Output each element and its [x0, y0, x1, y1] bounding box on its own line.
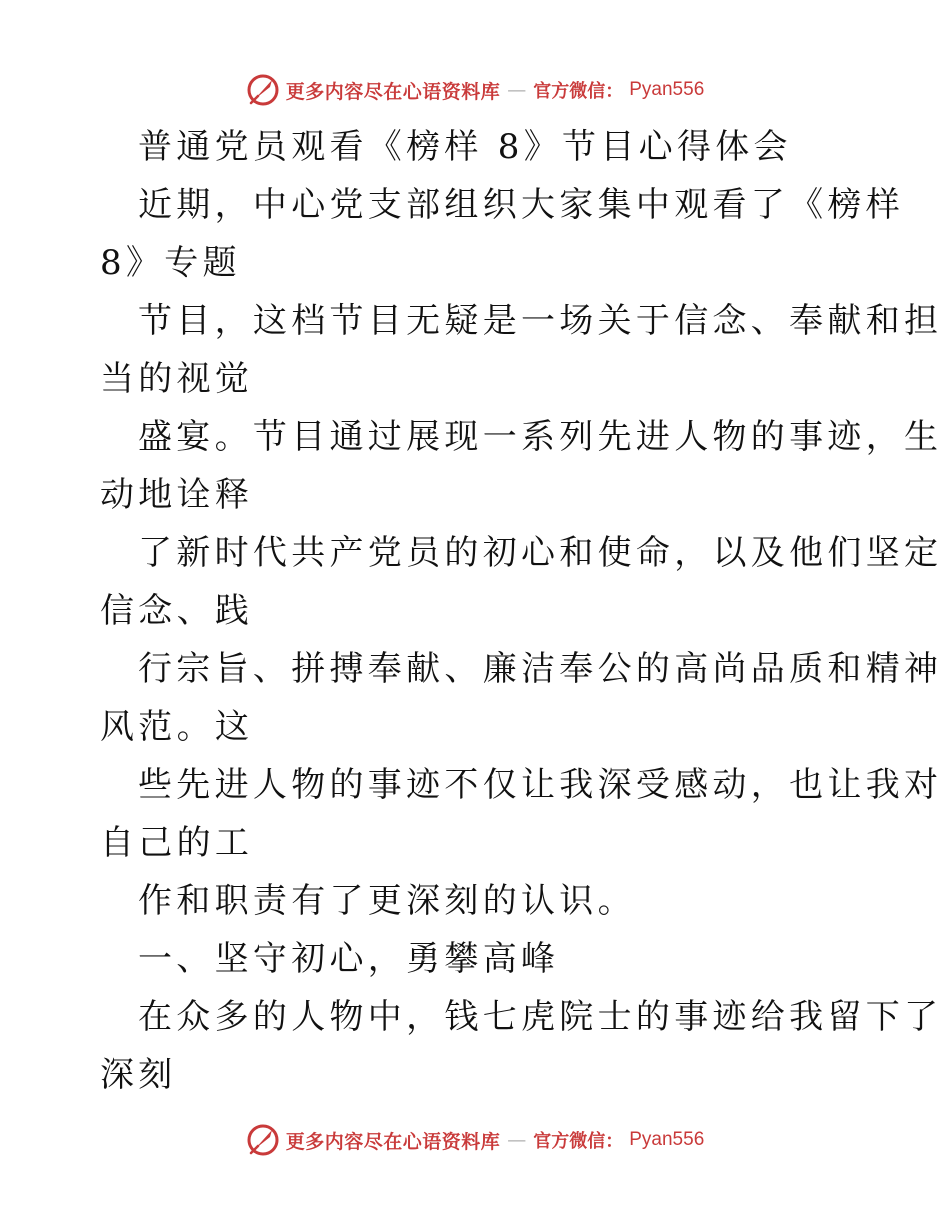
paragraph-line: 了新时代共产党员的初心和使命，以及他们坚定 — [138, 533, 943, 573]
paragraph-line: 动地诠释 — [100, 475, 254, 515]
paragraph-line: 些先进人物的事迹不仅让我深受感动，也让我对 — [138, 765, 943, 805]
paragraph-line: 在众多的人物中，钱七虎院士的事迹给我留下了 — [138, 997, 943, 1037]
paragraph-line: 风范。这 — [100, 707, 254, 747]
paragraph-line: 信念、践 — [100, 591, 254, 631]
watermark-wechat-id: Pyan556 — [629, 79, 705, 100]
paragraph-line: 8》专题 — [100, 243, 241, 283]
paragraph-line: 自己的工 — [100, 823, 254, 863]
footer-watermark — [0, 1120, 950, 1160]
header-watermark — [0, 70, 950, 110]
section-heading: 一、坚守初心，勇攀高峰 — [138, 939, 560, 979]
watermark-wechat-id: Pyan556 — [629, 1129, 705, 1150]
watermark-dash: — — [507, 1129, 527, 1151]
paragraph-line: 作和职责有了更深刻的认识。 — [138, 881, 636, 921]
document-title: 普通党员观看《榜样 8》节目心得体会 — [138, 127, 792, 167]
quill-logo-icon — [246, 1123, 280, 1157]
paragraph-line: 节目，这档节目无疑是一场关于信念、奉献和担 — [138, 301, 943, 341]
watermark-wechat-label: 官方微信： — [533, 81, 624, 102]
paragraph-line: 当的视觉 — [100, 359, 254, 399]
paragraph-line: 盛宴。节目通过展现一系列先进人物的事迹，生 — [138, 417, 943, 457]
paragraph-line: 近期，中心党支部组织大家集中观看了《榜样 — [138, 185, 904, 225]
watermark-dash: — — [507, 79, 527, 101]
paragraph-line: 行宗旨、拼搏奉献、廉洁奉公的高尚品质和精神 — [138, 649, 943, 689]
paragraph-line: 深刻 — [100, 1055, 177, 1095]
watermark-wechat-label: 官方微信： — [533, 1131, 624, 1152]
watermark-text: 更多内容尽在心语资料库 — [285, 1130, 501, 1153]
quill-logo-icon — [246, 73, 280, 107]
watermark-text: 更多内容尽在心语资料库 — [285, 80, 501, 103]
